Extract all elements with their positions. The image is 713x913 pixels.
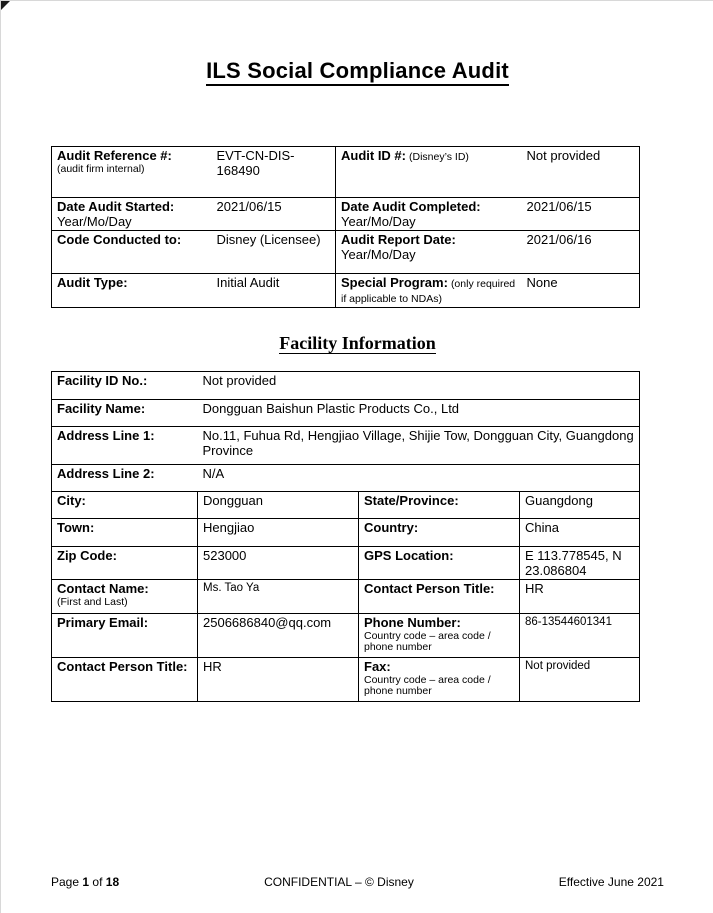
audit-row-audit-type [52, 274, 640, 308]
field-label: Code Conducted to: [57, 232, 182, 248]
field-value: 523000 [203, 548, 247, 563]
field-value-cell [520, 547, 640, 580]
field-value: N/A [202, 466, 225, 481]
facility-row-title-fax [52, 658, 640, 702]
field-label-note: (audit firm internal) [57, 162, 145, 175]
field-label-note: (only required if applicable to NDAs) [341, 278, 516, 305]
field-label: Contact Name: [57, 581, 149, 597]
document-title-text: ILS Social Compliance Audit [206, 58, 509, 86]
field-label-note: Country code – area code / phone number [364, 673, 491, 698]
field-label: Primary Email: [57, 615, 149, 631]
field-label-cell [52, 519, 198, 547]
field-label: Address Line 2: [57, 466, 155, 481]
field-label: Audit Reference #: [57, 148, 172, 163]
field-label: Contact Person Title: [364, 581, 495, 597]
field-value-cell [198, 372, 640, 400]
field-label-cell [336, 198, 522, 231]
field-value: Dongguan Baishun Plastic Products Co., Ltd [202, 401, 460, 416]
field-value-cell [198, 580, 359, 614]
field-label: Zip Code: [57, 548, 117, 563]
audit-row-code-conducted [52, 231, 640, 274]
field-label-cell [336, 274, 522, 308]
field-label-cell [52, 658, 198, 702]
field-label-cell [52, 492, 198, 519]
facility-section-title-text: Facility Information [279, 333, 436, 353]
field-value-cell [522, 198, 640, 231]
field-value: China [525, 520, 559, 535]
field-label: Date Audit Started: [57, 199, 175, 214]
field-value-cell [520, 614, 640, 658]
field-label-cell [52, 614, 198, 658]
field-label-cell [52, 198, 212, 231]
field-value-cell [198, 519, 359, 547]
facility-row-name [52, 400, 640, 427]
field-value-cell [522, 231, 640, 274]
field-value: Hengjiao [203, 520, 255, 535]
field-label: Fax: [364, 659, 391, 675]
field-value: No.11, Fuhua Rd, Hengjiao Village, Shijie Tow, Dongguan City, Guangdong Province [202, 428, 634, 458]
field-value-cell [198, 400, 640, 427]
facility-info-table [51, 371, 640, 702]
field-label-cell [52, 465, 198, 492]
footer-page-word: Page [51, 875, 80, 889]
field-value: 2021/06/15 [216, 199, 282, 214]
field-label-sub: Year/Mo/Day [341, 213, 416, 229]
field-value: Ms. Tao Ya [203, 582, 260, 595]
field-label-cell [52, 400, 198, 427]
field-value-cell [212, 274, 336, 308]
field-value-cell [520, 519, 640, 547]
field-label-cell [359, 658, 520, 702]
field-value: Not provided [525, 660, 591, 673]
footer-effective-date: Effective June 2021 [558, 875, 664, 889]
field-value-cell [520, 580, 640, 614]
field-label-note: Country code – area code / phone number [364, 629, 491, 654]
footer-page-indicator [51, 875, 119, 889]
footer-page-total: 18 [105, 875, 120, 889]
facility-section-title [1, 333, 713, 354]
audit-row-date-started [52, 198, 640, 231]
field-value-cell [198, 465, 640, 492]
audit-row-reference [52, 147, 640, 198]
field-label: Audit ID #: [341, 148, 406, 163]
page-footer [51, 875, 664, 889]
field-value: None [526, 275, 558, 291]
field-label: City: [57, 493, 86, 508]
footer-of-word: of [92, 875, 103, 889]
audit-info-table [51, 146, 640, 308]
footer-page-number: 1 [82, 875, 90, 889]
field-value: Initial Audit [216, 275, 280, 291]
field-label-note: (First and Last) [57, 595, 128, 608]
field-value-cell [520, 658, 640, 702]
field-label-sub: Year/Mo/Day [341, 246, 416, 262]
field-value-cell [212, 147, 336, 198]
field-label: Date Audit Completed: [341, 199, 481, 214]
field-value: E 113.778545, N 23.086804 [525, 548, 622, 578]
field-value: HR [525, 581, 544, 597]
facility-row-zip [52, 547, 640, 580]
field-label: Special Program: [341, 275, 448, 291]
field-value: Not provided [202, 373, 277, 388]
field-value-cell [520, 492, 640, 519]
field-label-cell [52, 274, 212, 308]
field-label-cell [359, 614, 520, 658]
field-label: State/Province: [364, 493, 459, 508]
field-value: 2021/06/15 [526, 199, 592, 214]
field-label-cell [52, 147, 212, 198]
field-label-cell [359, 580, 520, 614]
field-value: Not provided [526, 148, 601, 163]
field-label-cell [52, 427, 198, 465]
field-value: 2021/06/16 [526, 232, 592, 248]
field-label-note: (Disney’s ID) [409, 151, 469, 163]
facility-row-address1 [52, 427, 640, 465]
field-label-cell [359, 519, 520, 547]
document-title [1, 58, 713, 84]
facility-row-town [52, 519, 640, 547]
field-value-cell [522, 147, 640, 198]
field-value: 2506686840@qq.com [203, 615, 332, 631]
field-label: Address Line 1: [57, 428, 155, 443]
field-label: Facility ID No.: [57, 373, 148, 388]
field-label: GPS Location: [364, 548, 454, 563]
field-label-cell [52, 231, 212, 274]
field-label: Facility Name: [57, 401, 146, 416]
field-label: Contact Person Title: [57, 659, 188, 675]
field-value: Dongguan [203, 493, 263, 508]
field-value-cell [212, 198, 336, 231]
field-label-cell [359, 492, 520, 519]
field-label-cell [52, 547, 198, 580]
field-value-cell [198, 547, 359, 580]
field-value: Disney (Licensee) [216, 232, 321, 248]
field-value-cell [522, 274, 640, 308]
field-label: Phone Number: [364, 615, 461, 631]
field-label-cell [359, 547, 520, 580]
facility-row-city [52, 492, 640, 519]
field-label-cell [336, 231, 522, 274]
field-label: Audit Report Date: [341, 232, 456, 248]
field-label: Town: [57, 520, 95, 535]
field-value-cell [198, 614, 359, 658]
field-value-cell [198, 492, 359, 519]
facility-row-address2 [52, 465, 640, 492]
field-label-cell [52, 580, 198, 614]
field-label: Audit Type: [57, 275, 128, 291]
field-value: EVT-CN-DIS-168490 [216, 148, 295, 178]
footer-confidential-text: CONFIDENTIAL – © Disney [264, 875, 414, 889]
facility-row-contact-name [52, 580, 640, 614]
field-label-sub: Year/Mo/Day [57, 213, 132, 229]
facility-row-id [52, 372, 640, 400]
field-value-cell [198, 427, 640, 465]
field-value: 86-13544601341 [525, 616, 612, 629]
field-label-cell [336, 147, 522, 198]
field-label: Country: [364, 520, 419, 535]
field-label-cell [52, 372, 198, 400]
field-value-cell [198, 658, 359, 702]
field-value: Guangdong [525, 493, 593, 508]
field-value-cell [212, 231, 336, 274]
facility-row-email-phone [52, 614, 640, 658]
field-value: HR [203, 659, 222, 675]
page-corner-mark [1, 1, 10, 10]
